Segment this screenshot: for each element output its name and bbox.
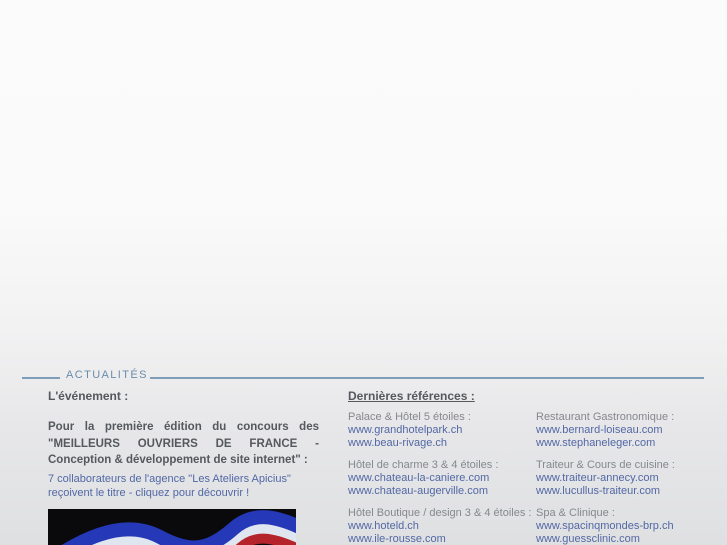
reference-category-label: Restaurant Gastronomique : <box>536 411 675 423</box>
reference-link[interactable]: www.bernard-loiseau.com <box>536 424 663 436</box>
references-column-2 <box>536 411 721 545</box>
event-heading: L'événement : <box>48 389 129 403</box>
reference-category-label: Hôtel Boutique / design 3 & 4 étoiles : <box>348 507 532 519</box>
reference-link[interactable]: www.chateau-la-caniere.com <box>348 472 490 484</box>
event-details-link[interactable]: 7 collaborateurs de l'agence "Les Ateliers Apicius" reçoivent le titre - cliquez pour découvrir ! <box>48 473 291 499</box>
reference-category-label: Traiteur & Cours de cuisine : <box>536 459 675 471</box>
reference-group <box>348 411 533 450</box>
reference-link[interactable]: www.grandhotelpark.ch <box>348 424 463 436</box>
tricolor-ribbon-illustration <box>48 509 296 545</box>
reference-group <box>536 507 721 545</box>
reference-link[interactable]: www.beau-rivage.ch <box>348 437 448 449</box>
reference-group <box>348 507 533 545</box>
reference-link[interactable]: www.stephaneleger.com <box>536 437 656 449</box>
reference-link[interactable]: www.lucullus-traiteur.com <box>536 485 661 497</box>
reference-group <box>536 459 721 498</box>
reference-link[interactable]: www.spacinqmondes-brp.ch <box>536 520 674 532</box>
reference-category-label: Hôtel de charme 3 & 4 étoiles : <box>348 459 499 471</box>
section-title: ACTUALITÉS <box>66 369 148 381</box>
references-heading: Dernières références : <box>348 389 475 403</box>
references-column-1 <box>348 411 533 545</box>
header-rule-left <box>22 377 60 379</box>
event-paragraph: Pour la première édition du concours des "MEILLEURS OUVRIERS DE FRANCE - Conception & développement de site internet" : <box>48 421 319 466</box>
reference-category-label: Spa & Clinique : <box>536 507 615 519</box>
reference-link[interactable]: www.hoteld.ch <box>348 520 419 532</box>
reference-link[interactable]: www.traiteur-annecy.com <box>536 472 659 484</box>
reference-group <box>348 459 533 498</box>
reference-category-label: Palace & Hôtel 5 étoiles : <box>348 411 471 423</box>
reference-group <box>536 411 721 450</box>
reference-link[interactable]: www.ile-rousse.com <box>348 533 446 545</box>
reference-link[interactable]: www.guessclinic.com <box>536 533 640 545</box>
tricolor-ribbon-image[interactable] <box>48 509 296 545</box>
reference-link[interactable]: www.chateau-augerville.com <box>348 485 489 497</box>
header-rule-right <box>150 377 704 379</box>
